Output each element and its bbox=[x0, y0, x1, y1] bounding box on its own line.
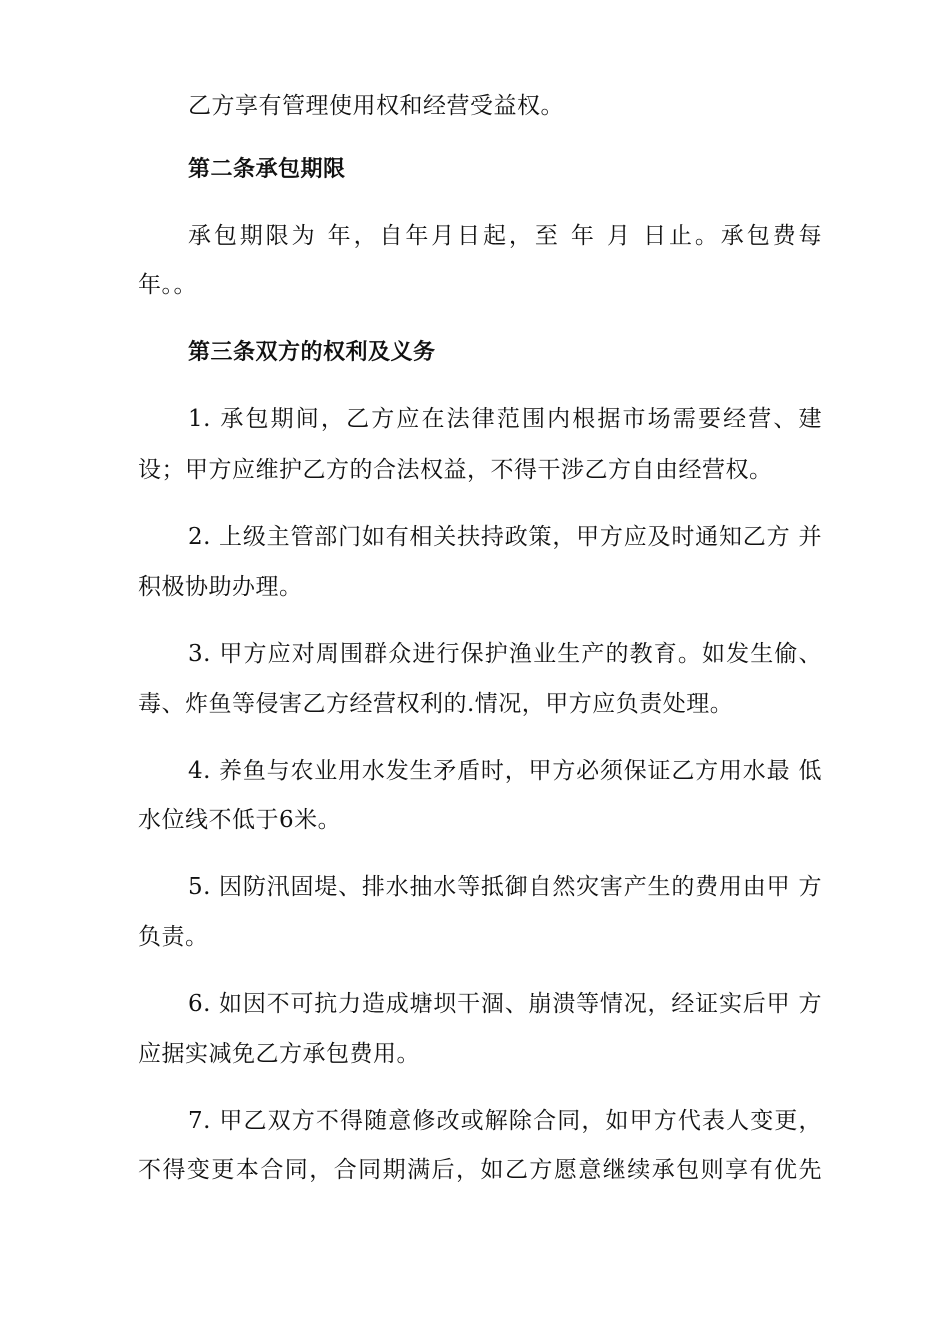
paragraph-line: 设；甲方应维护乙方的合法权益，不得干涉乙方自由经营权。 bbox=[138, 457, 773, 483]
paragraph-line: 年。。 bbox=[138, 272, 197, 298]
paragraph-line: 负责。 bbox=[138, 924, 209, 950]
paragraph-line: 不得变更本合同，合同期满后，如乙方愿意继续承包则享有优先 bbox=[138, 1157, 822, 1183]
paragraph-line: 7. 甲乙双方不得随意修改或解除合同，如甲方代表人变更， bbox=[188, 1108, 822, 1134]
paragraph-line: 应据实减免乙方承包费用。 bbox=[138, 1041, 420, 1067]
paragraph-line: 5. 因防汛固堤、排水抽水等抵御自然灾害产生的费用由甲 方 bbox=[188, 874, 822, 900]
paragraph-line: 6. 如因不可抗力造成塘坝干涸、崩溃等情况，经证实后甲 方 bbox=[188, 991, 822, 1017]
paragraph-line: 3. 甲方应对周围群众进行保护渔业生产的教育。如发生偷、 bbox=[188, 641, 822, 667]
paragraph-line: 4. 养鱼与农业用水发生矛盾时，甲方必须保证乙方用水最 低 bbox=[188, 758, 822, 784]
paragraph-line: 承包期限为 年，自年月日起，至 年 月 日止。承包费每 bbox=[188, 223, 822, 249]
section-heading: 第三条双方的权利及义务 bbox=[188, 340, 436, 365]
paragraph-line: 积极协助办理。 bbox=[138, 574, 303, 600]
paragraph-line: 2. 上级主管部门如有相关扶持政策，甲方应及时通知乙方 并 bbox=[188, 524, 822, 550]
paragraph-line: 1. 承包期间，乙方应在法律范围内根据市场需要经营、建 bbox=[188, 406, 822, 432]
section-heading: 第二条承包期限 bbox=[188, 157, 346, 182]
paragraph-line: 乙方享有管理使用权和经营受益权。 bbox=[188, 93, 564, 119]
paragraph-line: 水位线不低于6米。 bbox=[138, 807, 342, 833]
paragraph-line: 毒、炸鱼等侵害乙方经营权利的.情况，甲方应负责处理。 bbox=[138, 691, 734, 717]
